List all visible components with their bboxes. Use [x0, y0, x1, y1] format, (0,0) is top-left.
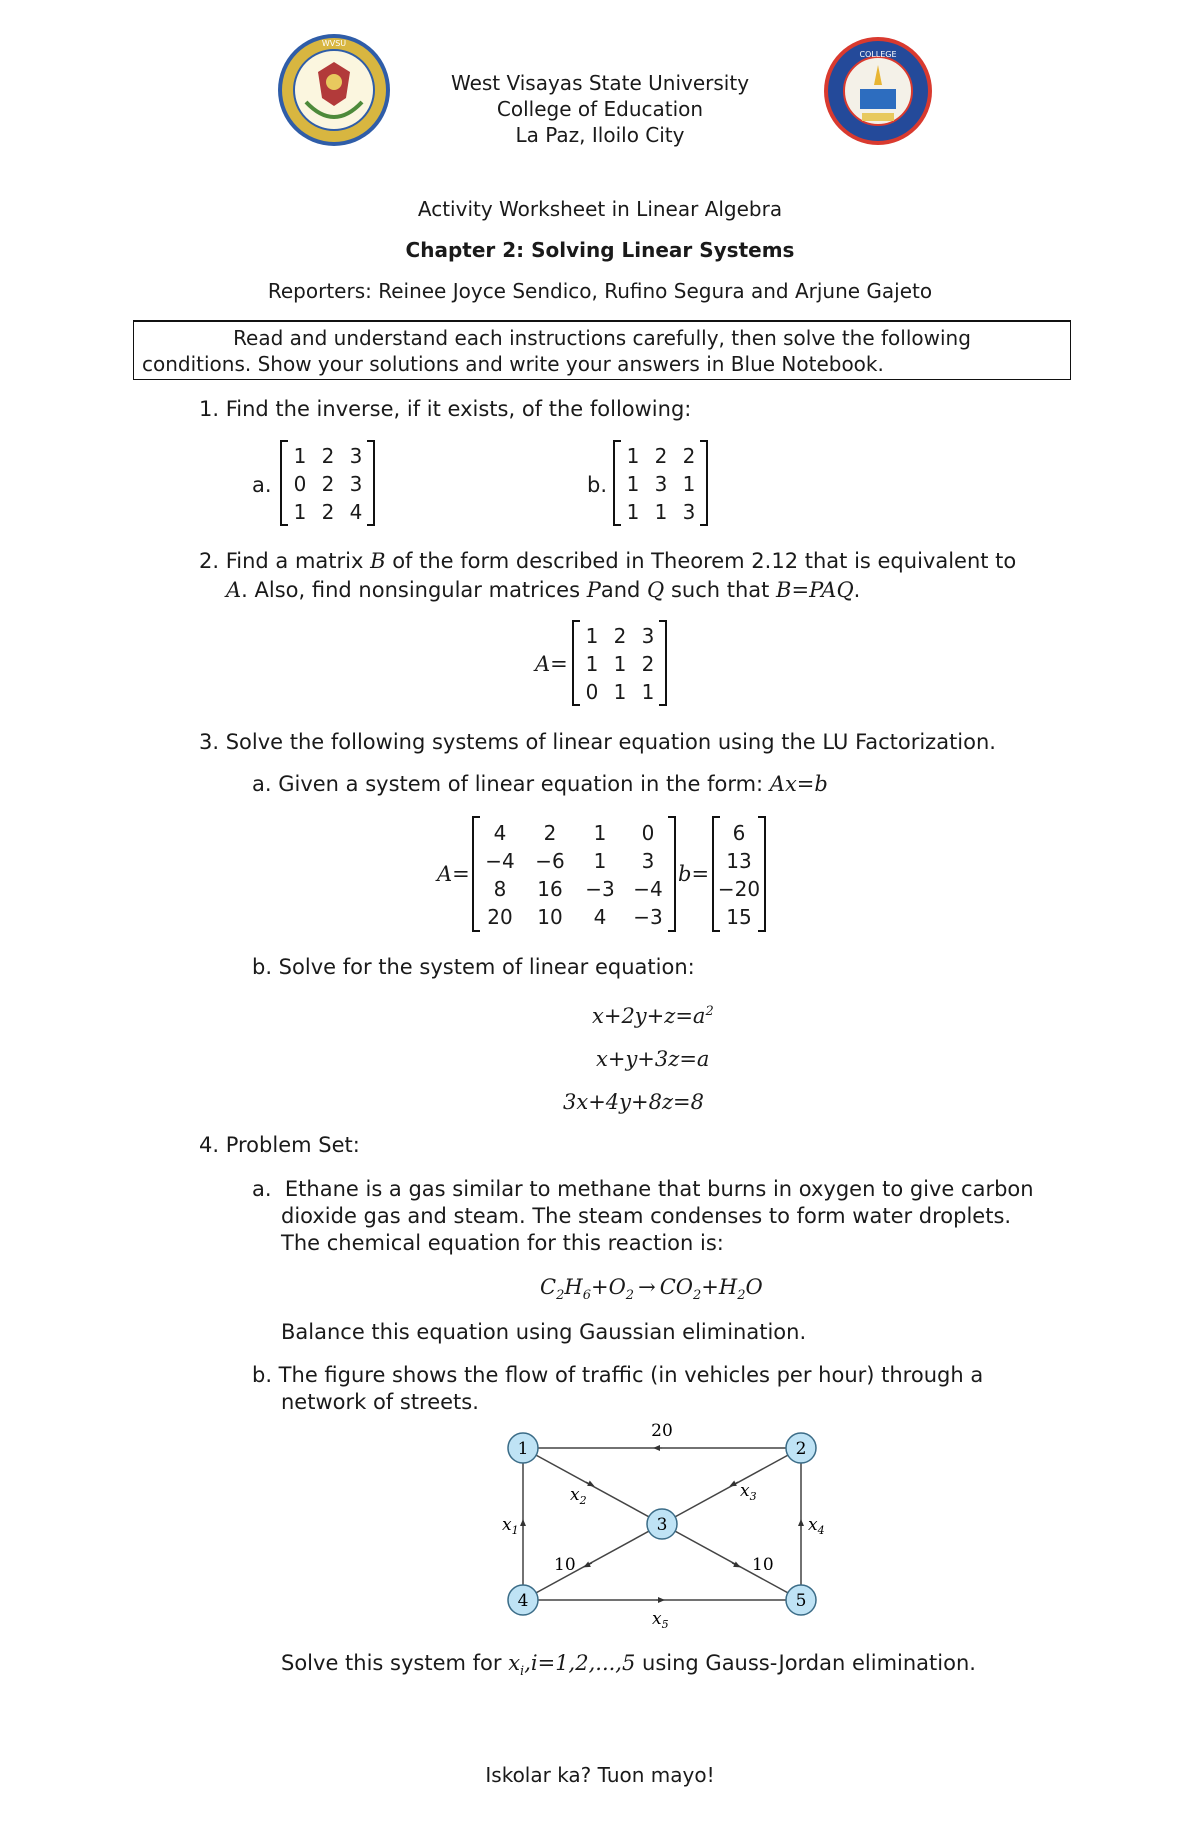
node-label: 1: [517, 1439, 529, 1459]
matrix-cell: −4: [633, 877, 663, 901]
text: of the form described in Theorem 2.12 that is equivalent to: [385, 549, 1017, 573]
label-10-right: 10: [752, 1555, 774, 1575]
reporters-line: Reporters: Reinee Joyce Sendico, Rufino Segura and Arjune Gajeto: [267, 279, 933, 303]
edge-3-2: [662, 1448, 801, 1524]
matrix-cell: 1: [641, 680, 655, 704]
vector-cell: 6: [732, 821, 746, 845]
q4-a-line-1: a. Ethane is a gas similar to methane that burns in oxygen to give carbon: [252, 1177, 1034, 1201]
chapter-title: Chapter 2: Solving Linear Systems: [405, 238, 795, 262]
node-4: [508, 1585, 538, 1615]
matrix-cell: 3: [349, 472, 363, 496]
subscript: 6: [582, 1288, 591, 1304]
matrix-cell: 1: [626, 444, 640, 468]
q3-vector-b: [712, 816, 766, 932]
subscript: 2: [556, 1288, 565, 1304]
activity-title: Activity Worksheet in Linear Algebra: [417, 197, 783, 221]
matrix-cell: 10: [537, 905, 563, 929]
question-4: 4. Problem Set:: [199, 1133, 360, 1157]
label-x5: $x_5$: [652, 1609, 669, 1628]
node-label: 4: [517, 1591, 529, 1611]
equation-text: x+2y+z=a: [592, 1004, 706, 1028]
matrix-cell: 2: [321, 500, 335, 524]
molecule-CO: CO: [659, 1275, 693, 1299]
subscript: i: [520, 1664, 525, 1680]
question-3: 3. Solve the following systems of linear equation using the LU Factorization.: [199, 730, 996, 754]
q1-a-label: a.: [252, 473, 272, 497]
matrix-cell: 2: [543, 821, 557, 845]
matrix-cell: 8: [493, 877, 507, 901]
matrix-cell: 2: [321, 472, 335, 496]
matrix-cell: 1: [593, 821, 607, 845]
matrix-cell: 1: [626, 500, 640, 524]
matrix-cell: 1: [593, 849, 607, 873]
element-O: O: [608, 1275, 626, 1299]
var-x: x: [508, 1651, 521, 1675]
matrix-cell: −3: [633, 905, 663, 929]
node-5: [786, 1585, 816, 1615]
text: .: [853, 578, 861, 602]
matrix-cell: 1: [585, 652, 599, 676]
matrix-cell: 0: [585, 680, 599, 704]
text: and: [600, 578, 648, 602]
q1-matrix-b: [613, 440, 708, 526]
bracket-left: [472, 816, 480, 932]
question-2-line-2: [226, 578, 860, 602]
matrix-cell: 0: [293, 472, 307, 496]
q2-matrix: [572, 620, 667, 706]
svg-text:COLLEGE: COLLEGE: [859, 50, 897, 59]
q3-matrix-A: [472, 816, 676, 932]
q4-a-line-2: dioxide gas and steam. The steam condenses to form water droplets.: [281, 1204, 1012, 1228]
matrix-cell: 4: [349, 500, 363, 524]
q4-balance-line: Balance this equation using Gaussian elimination.: [281, 1320, 807, 1344]
vector-cell: 13: [726, 849, 752, 873]
var-Q: Q: [647, 578, 665, 602]
equation: B=PAQ: [776, 578, 854, 602]
subscript: 2: [737, 1288, 746, 1304]
footer-motto: Iskolar ka? Tuon mayo!: [485, 1763, 715, 1787]
q4-solve-line: [281, 1651, 976, 1679]
matrix-cell: 0: [641, 821, 655, 845]
equation-2: x+y+3z=a: [596, 1047, 710, 1071]
matrix-cell: 3: [682, 500, 696, 524]
q3-b-line: b. Solve for the system of linear equation:: [252, 955, 695, 979]
var-P: P: [586, 578, 601, 602]
matrix-cell: 2: [321, 444, 335, 468]
node-2: [786, 1433, 816, 1463]
matrix-cell: 2: [654, 444, 668, 468]
arrow-icon: →: [638, 1275, 656, 1299]
matrix-cell: 20: [487, 905, 513, 929]
q3-A-label: A=: [437, 862, 470, 886]
label-x2: $x_2$: [570, 1485, 587, 1507]
text: using Gauss-Jordan elimination.: [642, 1651, 976, 1675]
text: . Also, find nonsingular matrices: [241, 578, 587, 602]
equation: Ax=b: [769, 772, 828, 796]
matrix-cell: 3: [654, 472, 668, 496]
edge-1-3: [523, 1448, 662, 1524]
matrix-cell: 1: [682, 472, 696, 496]
matrix-cell: 3: [641, 624, 655, 648]
matrix-cell: 3: [349, 444, 363, 468]
matrix-cell: −4: [485, 849, 515, 873]
q4-a-line-3: The chemical equation for this reaction is:: [281, 1231, 724, 1255]
university-name: West Visayas State University: [450, 71, 750, 95]
bracket-right: [668, 816, 676, 932]
instructions-box: [133, 320, 1071, 380]
matrix-cell: 1: [654, 500, 668, 524]
edge-3-5: [662, 1524, 801, 1600]
matrix-cell: 1: [293, 444, 307, 468]
node-label: 3: [656, 1515, 668, 1535]
matrix-cell: 1: [585, 624, 599, 648]
text: 2. Find a matrix: [199, 549, 371, 573]
element-O: O: [745, 1275, 763, 1299]
q3-b-label: b=: [678, 862, 710, 886]
exponent: 2: [705, 1004, 714, 1019]
subscript: 2: [625, 1288, 635, 1304]
location: La Paz, Iloilo City: [515, 123, 685, 147]
q4-b-line-2: network of streets.: [281, 1390, 479, 1414]
matrix-cell: 3: [641, 849, 655, 873]
q4-b-line-1: b. The figure shows the flow of traffic (in vehicles per hour) through a: [252, 1363, 984, 1387]
var-A: A: [226, 578, 242, 602]
matrix-cell: −3: [585, 877, 615, 901]
label-10-left: 10: [554, 1555, 576, 1575]
text: Solve this system for: [281, 1651, 509, 1675]
vector-cell: 15: [726, 905, 752, 929]
question-2-line-1: [199, 549, 1016, 573]
plus-sign: +: [701, 1275, 719, 1299]
node-3: [647, 1509, 677, 1539]
matrix-cell: −6: [535, 849, 565, 873]
node-label: 2: [795, 1439, 807, 1459]
matrix-cell: 1: [613, 652, 627, 676]
matrix-cell: 2: [613, 624, 627, 648]
matrix-cell: 4: [593, 905, 607, 929]
edge-3-4: [523, 1524, 662, 1600]
q2-matrix-label: A=: [535, 652, 568, 676]
element-C: C: [540, 1275, 557, 1299]
label-20: 20: [651, 1421, 673, 1441]
instructions-line-1: Read and understand each instructions carefully, then solve the following: [233, 326, 971, 350]
q3-a-line: [252, 772, 828, 796]
subscript: 2: [692, 1288, 702, 1304]
element-H: H: [564, 1275, 583, 1299]
label-x3: $x_3$: [740, 1481, 757, 1503]
matrix-cell: 4: [493, 821, 507, 845]
label-x1: $x_1$: [502, 1515, 519, 1537]
node-1: [508, 1433, 538, 1463]
chemical-equation: [540, 1275, 763, 1303]
q1-matrix-a: [280, 440, 375, 526]
node-label: 5: [795, 1591, 807, 1611]
instructions-line-2: conditions. Show your solutions and write your answers in Blue Notebook.: [142, 352, 884, 376]
equation-3: 3x+4y+8z=8: [563, 1090, 705, 1114]
vector-cell: −20: [717, 877, 761, 901]
matrix-cell: 2: [682, 444, 696, 468]
svg-text:WVSU: WVSU: [321, 39, 347, 48]
element-H: H: [718, 1275, 738, 1299]
matrix-cell: 1: [293, 500, 307, 524]
college-name: College of Education: [496, 97, 704, 121]
question-1: 1. Find the inverse, if it exists, of the following:: [199, 397, 692, 421]
var-B: B: [370, 549, 386, 573]
text: a. Given a system of linear equation in the form:: [252, 772, 770, 796]
label-x4: $x_4$: [808, 1515, 825, 1537]
matrix-cell: 16: [537, 877, 563, 901]
matrix-cell: 1: [626, 472, 640, 496]
q1-b-label: b.: [587, 473, 608, 497]
matrix-cell: 2: [641, 652, 655, 676]
index-range: ,i=1,2,...,5: [524, 1651, 636, 1675]
equation-1: [592, 1004, 714, 1028]
plus-sign: +: [590, 1275, 609, 1299]
text: such that: [664, 578, 777, 602]
matrix-cell: 1: [613, 680, 627, 704]
traffic-network-diagram: [490, 1418, 840, 1628]
